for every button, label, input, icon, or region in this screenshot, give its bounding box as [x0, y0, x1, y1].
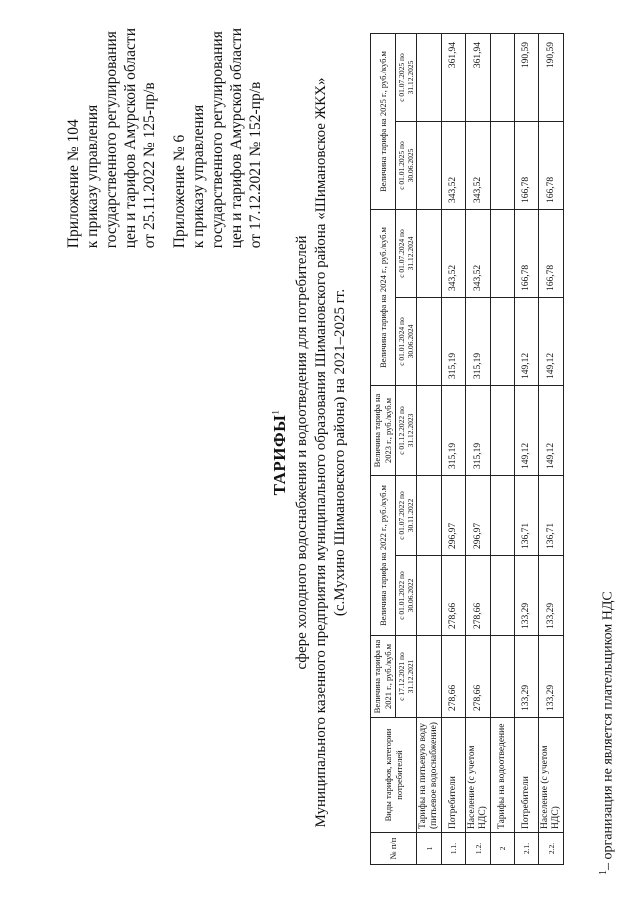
- appendix-line: цен и тарифов Амурской области: [122, 28, 139, 249]
- footnote-mark: 1: [598, 870, 609, 875]
- footnote: [598, 591, 617, 875]
- subheader-2021: с 17.12.2021 по 31.12.2021: [396, 636, 417, 718]
- header-num: № п/п: [371, 833, 417, 865]
- subheader-2025-1: с 01.01.2025 по 30.06.2025: [396, 122, 417, 210]
- cell-value: [417, 122, 442, 210]
- header-kind: Виды тарифов, категории потребителей: [371, 718, 417, 833]
- subheader-2024-1: с 01.01.2024 по 30.06.2024: [396, 298, 417, 386]
- header-2023: Величина тарифа на 2023 г., руб./куб.м: [371, 386, 396, 476]
- title-text: ТАРИФЫ: [270, 414, 289, 496]
- cell-value: [491, 210, 515, 298]
- header-2021: Величина тарифа на 2021 г., руб./куб.м: [371, 636, 396, 718]
- row-name: Тарифы на питьевую воду (питьевое водоснабжение): [417, 718, 442, 833]
- cell-value: 149,12: [515, 298, 539, 386]
- appendix-line: государственного регулирования: [209, 31, 226, 249]
- cell-value: 278,66: [442, 556, 466, 636]
- appendix-note-6: [170, 28, 265, 248]
- cell-value: [491, 122, 515, 210]
- cell-value: 149,12: [515, 386, 539, 476]
- cell-value: 166,78: [515, 210, 539, 298]
- row-name: Потребители: [515, 718, 539, 833]
- cell-value: 343,52: [442, 210, 466, 298]
- cell-value: 278,66: [466, 636, 491, 718]
- row-name: Потребители: [442, 718, 466, 833]
- row-num: 2: [491, 833, 515, 865]
- subtitle-line-1: сфере холодного водоснабжения и водоотведения для потребителей: [294, 235, 310, 670]
- appendix-line: Приложение № 104: [65, 119, 82, 249]
- cell-value: 361,94: [466, 34, 491, 122]
- appendix-line: от 25.11.2022 № 125-пр/в: [141, 82, 158, 249]
- cell-value: 278,66: [466, 556, 491, 636]
- appendix-line: Приложение № 6: [171, 134, 188, 249]
- cell-value: 149,12: [539, 386, 564, 476]
- cell-value: 343,52: [442, 122, 466, 210]
- cell-value: [491, 34, 515, 122]
- subheader-2022-2: с 01.07.2022 по 30.11.2022: [396, 476, 417, 556]
- cell-value: 361,94: [442, 34, 466, 122]
- cell-value: [417, 386, 442, 476]
- cell-value: 166,78: [539, 122, 564, 210]
- cell-value: 278,66: [442, 636, 466, 718]
- cell-value: [417, 210, 442, 298]
- appendix-line: к приказу управления: [84, 104, 101, 249]
- cell-value: 136,71: [539, 476, 564, 556]
- appendix-line: государственного регулирования: [103, 31, 120, 249]
- subheader-2022-1: с 01.01.2022 по 30.06.2022: [396, 556, 417, 636]
- cell-value: 190,59: [539, 34, 564, 122]
- cell-value: 149,12: [539, 298, 564, 386]
- table-header-row: [371, 34, 396, 865]
- table-row: [491, 34, 515, 865]
- title-footnote-mark: 1: [270, 409, 281, 415]
- row-num: 2.1.: [515, 833, 539, 865]
- header-2024: Величина тарифа на 2024 г., руб./куб.м: [371, 210, 396, 386]
- cell-value: [417, 298, 442, 386]
- cell-value: [417, 476, 442, 556]
- row-num: 2.2.: [539, 833, 564, 865]
- document-title: [270, 0, 290, 905]
- row-num: 1.1.: [442, 833, 466, 865]
- cell-value: 133,29: [539, 556, 564, 636]
- cell-value: 315,19: [466, 298, 491, 386]
- cell-value: 133,29: [539, 636, 564, 718]
- cell-value: [417, 34, 442, 122]
- table-row: [417, 34, 442, 865]
- appendix-note-104: [64, 28, 159, 248]
- cell-value: [491, 556, 515, 636]
- cell-value: 296,97: [442, 476, 466, 556]
- cell-value: [491, 298, 515, 386]
- subtitle-line-2: Муниципального казенного предприятия муниципального образования Шимановского района «Шимановское ЖКХ»: [313, 77, 329, 828]
- cell-value: 343,52: [466, 210, 491, 298]
- cell-value: [491, 386, 515, 476]
- footnote-text: – организация не является плательщиком НДС: [600, 591, 616, 870]
- row-name: Население (с учетом НДС): [466, 718, 491, 833]
- cell-value: 166,78: [539, 210, 564, 298]
- table-row: [539, 34, 564, 865]
- row-name: Тарифы на водоотведение: [491, 718, 515, 833]
- cell-value: 315,19: [442, 386, 466, 476]
- cell-value: 343,52: [466, 122, 491, 210]
- cell-value: 166,78: [515, 122, 539, 210]
- cell-value: [417, 636, 442, 718]
- subtitle-line-3: (с.Мухино Шимановского района) на 2021–2025 гг.: [332, 288, 348, 617]
- cell-value: 315,19: [442, 298, 466, 386]
- cell-value: 296,97: [466, 476, 491, 556]
- table-row: [515, 34, 539, 865]
- header-2022: Величина тарифа на 2022 г., руб./куб.м: [371, 476, 396, 636]
- tariff-table: [370, 33, 564, 865]
- appendix-line: цен и тарифов Амурской области: [228, 28, 245, 249]
- row-name: Население (с учетом НДС): [539, 718, 564, 833]
- cell-value: [491, 476, 515, 556]
- cell-value: 133,29: [515, 556, 539, 636]
- table-row: [442, 34, 466, 865]
- appendix-line: к приказу управления: [190, 104, 207, 249]
- cell-value: 315,19: [466, 386, 491, 476]
- cell-value: 190,59: [515, 34, 539, 122]
- subheader-2024-2: с 01.07.2024 по 31.12.2024: [396, 210, 417, 298]
- cell-value: [417, 556, 442, 636]
- cell-value: 133,29: [515, 636, 539, 718]
- cell-value: [491, 636, 515, 718]
- row-num: 1: [417, 833, 442, 865]
- header-2025: Величина тарифа на 2025 г., руб./куб.м: [371, 34, 396, 210]
- table-row: [466, 34, 491, 865]
- row-num: 1.2.: [466, 833, 491, 865]
- appendix-line: от 17.12.2021 № 152-пр/в: [247, 81, 264, 249]
- cell-value: 136,71: [515, 476, 539, 556]
- subheader-2023: с 01.12.2022 по 31.12.2023: [396, 386, 417, 476]
- subheader-2025-2: с 01.07.2025 по 31.12.2025: [396, 34, 417, 122]
